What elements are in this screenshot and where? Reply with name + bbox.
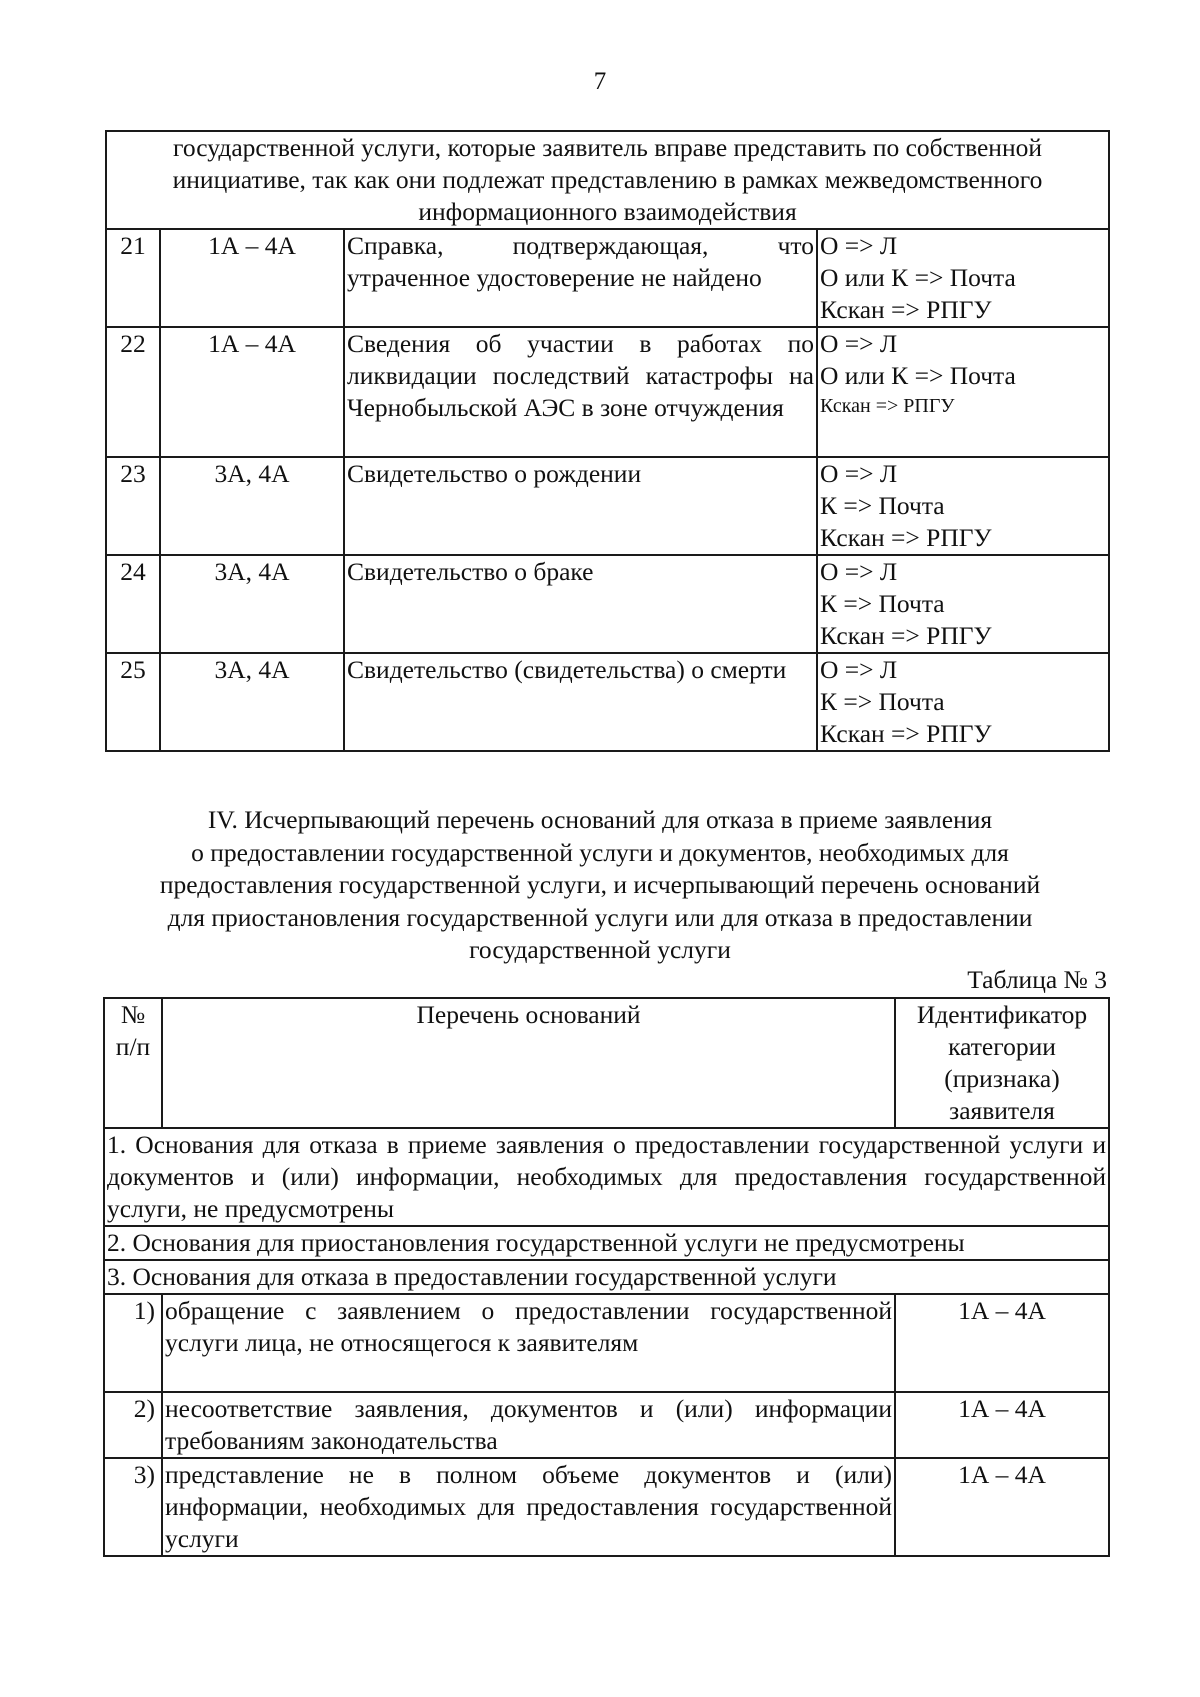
category-cell: 1А – 4А (895, 1458, 1109, 1556)
category-cell: 1А – 4А (895, 1392, 1109, 1458)
category-cell: 1А – 4А (160, 327, 344, 457)
delivery-line: О => Л (820, 231, 898, 260)
table-row (104, 1392, 1109, 1458)
table-row (104, 1260, 1109, 1294)
header-identifier-line: Идентификатор (916, 1000, 1088, 1029)
ground-text: обращение с заявлением о предоставлении государственной услуги лица, не относящегося к заявителям (162, 1294, 895, 1392)
delivery-line: Кскан => РПГУ (820, 719, 992, 748)
delivery-line: О или К => Почта (820, 361, 1016, 390)
category-cell: 3А, 4А (160, 555, 344, 653)
delivery-line: К => Почта (820, 589, 945, 618)
delivery-cell (817, 555, 1109, 653)
table-caption: Таблица № 3 (967, 965, 1107, 994)
category-cell: 1А – 4А (160, 229, 344, 327)
table-row (106, 457, 1109, 555)
category-cell: 3А, 4А (160, 653, 344, 751)
row-number: 25 (106, 653, 160, 751)
table-row (104, 1128, 1109, 1226)
document-cell: Свидетельство о браке (344, 555, 817, 653)
table-header-row (104, 998, 1109, 1128)
table-row (104, 1458, 1109, 1556)
delivery-line: К => Почта (820, 687, 945, 716)
table-row (104, 1226, 1109, 1260)
delivery-line: О => Л (820, 557, 898, 586)
document-cell: Свидетельство (свидетельства) о смерти (344, 653, 817, 751)
table-row (106, 327, 1109, 457)
delivery-line: Кскан => РПГУ (820, 621, 992, 650)
row-number: 2) (104, 1392, 162, 1458)
row-number: 1) (104, 1294, 162, 1392)
delivery-line: О или К => Почта (820, 263, 1016, 292)
header-identifier-line: заявителя (949, 1096, 1055, 1125)
heading-line: предоставления государственной услуги, и исчерпывающий перечень оснований (159, 870, 1041, 899)
heading-line: для приостановления государственной услуги или для отказа в предоставлении (167, 902, 1033, 932)
heading-line: государственной услуги (469, 935, 731, 964)
document-cell: Сведения об участии в работах по ликвидации последствий катастрофы на Чернобыльской АЭС в зоне отчуждения (344, 327, 817, 457)
header-number (104, 998, 162, 1128)
documents-table (105, 130, 1110, 752)
delivery-cell (817, 653, 1109, 751)
section-heading (110, 804, 1090, 967)
heading-line: о предоставлении государственной услуги и документов, необходимых для (191, 837, 1009, 867)
delivery-cell (817, 229, 1109, 327)
table-row (106, 653, 1109, 751)
table-row (106, 229, 1109, 327)
section-3-text: 3. Основания для отказа в предоставлении государственной услуги (104, 1260, 1109, 1294)
delivery-line: Кскан => РПГУ (820, 523, 992, 552)
header-identifier-line: (признака) (944, 1064, 1060, 1093)
table-row (106, 131, 1109, 229)
ground-text: несоответствие заявления, документов и (или) информации требованиям законодательства (162, 1392, 895, 1458)
row-number: 21 (106, 229, 160, 327)
section-2-text: 2. Основания для приостановления государственной услуги не предусмотрены (104, 1226, 1109, 1260)
continuation-text: государственной услуги, которые заявитель вправе представить по собственной инициативе, так как они подлежат представлению в рамках межведомственного информационного взаимодействия (106, 131, 1109, 229)
category-cell: 3А, 4А (160, 457, 344, 555)
delivery-cell (817, 457, 1109, 555)
header-grounds: Перечень оснований (162, 998, 895, 1128)
row-number: 24 (106, 555, 160, 653)
ground-text: представление не в полном объеме документов и (или) информации, необходимых для предоставления государственной услуги (162, 1458, 895, 1556)
document-cell: Свидетельство о рождении (344, 457, 817, 555)
page-number: 7 (593, 68, 607, 95)
grounds-table (103, 997, 1110, 1557)
delivery-line: О => Л (820, 655, 898, 684)
header-number-line: № (120, 1000, 146, 1029)
row-number: 23 (106, 457, 160, 555)
delivery-line: О => Л (820, 459, 898, 488)
row-number: 3) (104, 1458, 162, 1556)
table-row (106, 555, 1109, 653)
header-identifier-line: категории (948, 1032, 1056, 1061)
delivery-line: Кскан => РПГУ (820, 395, 955, 417)
delivery-cell (817, 327, 1109, 457)
delivery-line: К => Почта (820, 491, 945, 520)
row-number: 22 (106, 327, 160, 457)
table-row (104, 1294, 1109, 1392)
heading-line: IV. Исчерпывающий перечень оснований для отказа в приеме заявления (207, 805, 993, 834)
category-cell: 1А – 4А (895, 1294, 1109, 1392)
header-identifier (895, 998, 1109, 1128)
delivery-line: О => Л (820, 329, 898, 358)
header-number-line: п/п (115, 1032, 151, 1061)
delivery-line: Кскан => РПГУ (820, 295, 992, 324)
document-cell: Справка, подтверждающая, что утраченное удостоверение не найдено (344, 229, 817, 327)
section-1-text: 1. Основания для отказа в приеме заявления о предоставлении государственной услуги и документов и (или) информации, необходимых для предоставления государственной услуги, не предусмотрены (104, 1128, 1109, 1226)
